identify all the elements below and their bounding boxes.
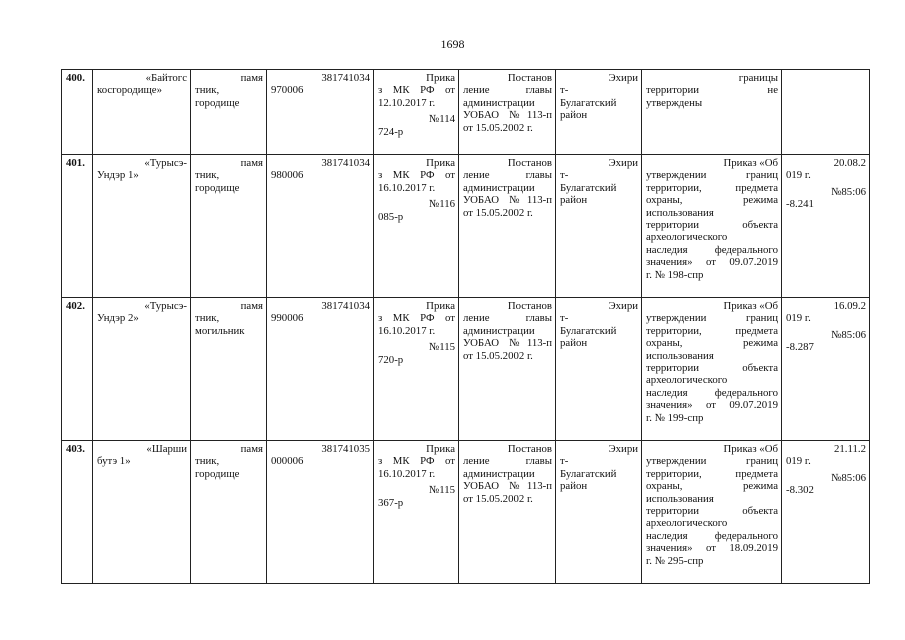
object-type — [191, 298, 267, 441]
cadastral-number-line: 019 г. — [786, 312, 811, 325]
table-row — [62, 70, 870, 155]
registry-number-line: 990006 — [271, 312, 304, 325]
page-number: 1698 — [440, 37, 465, 51]
boundaries-line: г. № 295-спр — [646, 554, 704, 567]
inclusion-order-line: №114 — [428, 113, 455, 126]
inclusion-order-line: 16.10.2017 г. — [378, 467, 436, 480]
cadastral-number-line: 019 г. — [786, 455, 811, 468]
table-row — [62, 155, 870, 298]
object-name-line: «Турысэ- — [144, 300, 187, 312]
boundaries — [642, 441, 782, 584]
object-name-line: бутэ 1» — [97, 455, 131, 468]
decree — [459, 441, 556, 584]
boundaries-line: г. № 199-спр — [646, 411, 704, 424]
inclusion-order-line: Прика — [426, 72, 455, 84]
location-line: т- — [560, 169, 569, 182]
row-number: 401. — [62, 155, 93, 298]
boundaries-line: территории объекта — [646, 362, 778, 375]
decree-line: администрации — [463, 467, 535, 480]
object-name — [93, 155, 191, 298]
decree-line: администрации — [463, 181, 535, 194]
decree-line: Постанов — [507, 300, 552, 312]
boundaries-line: Приказ «Об — [723, 300, 778, 312]
location-line: район — [560, 194, 588, 207]
inclusion-order-line: Прика — [426, 443, 455, 455]
inclusion-order-line: 720-р — [378, 353, 404, 366]
cadastral-number-line: -8.287 — [786, 341, 814, 354]
boundaries-line: территории, предмета — [646, 181, 778, 194]
boundaries-line: территории объекта — [646, 505, 778, 518]
cadastral-number — [782, 70, 870, 155]
location-line: Эхири — [608, 157, 638, 169]
decree-line: УОБАО №113-п — [463, 480, 552, 493]
boundaries-line: археологического — [646, 374, 728, 387]
inclusion-order-line: з МК РФ от — [378, 84, 455, 97]
inclusion-order — [374, 155, 459, 298]
object-name — [93, 70, 191, 155]
table-row — [62, 298, 870, 441]
registry-number — [267, 70, 374, 155]
location-line: Эхири — [608, 72, 638, 84]
object-type-line: могильник — [195, 324, 245, 337]
inclusion-order-line: 16.10.2017 г. — [378, 181, 436, 194]
decree-line: Постанов — [507, 157, 552, 169]
object-type-line: тник, — [195, 84, 220, 97]
cadastral-number-line: №85:06 — [831, 328, 866, 341]
decree-line: ление главы — [463, 312, 552, 325]
boundaries-line: наследия федерального — [646, 243, 778, 256]
object-type-line: городище — [195, 181, 240, 194]
object-name-line: «Байтогс — [145, 72, 187, 84]
object-type-line: памя — [240, 443, 263, 455]
row-number: 400. — [62, 70, 93, 155]
decree-line: УОБАО №113-п — [463, 337, 552, 350]
inclusion-order — [374, 441, 459, 584]
cadastral-number — [782, 298, 870, 441]
boundaries — [642, 298, 782, 441]
cadastral-number-line: 16.09.2 — [833, 300, 866, 312]
inclusion-order-line: з МК РФ от — [378, 169, 455, 182]
table-row — [62, 441, 870, 584]
location — [556, 70, 642, 155]
location — [556, 441, 642, 584]
object-type-line: городище — [195, 467, 240, 480]
boundaries-line: утверждении границ — [646, 312, 778, 325]
object-type-line: памя — [240, 157, 263, 169]
location-line: Булагатский — [560, 96, 617, 109]
boundaries-line: территории, предмета — [646, 467, 778, 480]
boundaries — [642, 155, 782, 298]
cadastral-number-line: 21.11.2 — [834, 443, 866, 455]
boundaries-line: утверждены — [646, 96, 703, 109]
inclusion-order-line: 12.10.2017 г. — [378, 96, 436, 109]
object-type-line: памя — [240, 300, 263, 312]
location — [556, 155, 642, 298]
cadastral-number-line: 019 г. — [786, 169, 811, 182]
boundaries-line: использования — [646, 492, 714, 505]
boundaries-line: утверждении границ — [646, 455, 778, 468]
boundaries-line: наследия федерального — [646, 529, 778, 542]
decree-line: Постанов — [507, 443, 552, 455]
object-type — [191, 155, 267, 298]
decree-line: администрации — [463, 324, 535, 337]
decree — [459, 298, 556, 441]
boundaries-line: значения» от 18.09.2019 — [646, 542, 778, 555]
location-line: Булагатский — [560, 181, 617, 194]
registry-number — [267, 441, 374, 584]
location-line: Булагатский — [560, 467, 617, 480]
object-name-line: «Шарши — [146, 443, 187, 455]
registry-number-line: 381741034 — [321, 300, 370, 312]
decree-line: ление главы — [463, 169, 552, 182]
decree-line: Постанов — [507, 72, 552, 84]
decree-line: УОБАО №113-п — [463, 194, 552, 207]
object-type-line: тник, — [195, 455, 220, 468]
inclusion-order-line: з МК РФ от — [378, 312, 455, 325]
object-name-line: Ундэр 1» — [97, 169, 139, 182]
boundaries-line: использования — [646, 206, 714, 219]
boundaries-line: границы — [738, 72, 778, 84]
object-type-line: тник, — [195, 312, 220, 325]
registry-number — [267, 155, 374, 298]
cadastral-number-line: -8.241 — [786, 198, 814, 211]
inclusion-order-line: №116 — [428, 198, 455, 211]
cadastral-number — [782, 155, 870, 298]
inclusion-order-line: 724-р — [378, 125, 404, 138]
cadastral-number-line: №85:06 — [831, 471, 866, 484]
boundaries-line: охраны, режима — [646, 480, 778, 493]
inclusion-order-line: 367-р — [378, 496, 404, 509]
location-line: Эхири — [608, 443, 638, 455]
boundaries-line: территории, предмета — [646, 324, 778, 337]
location-line: т- — [560, 312, 569, 325]
boundaries-line: Приказ «Об — [723, 157, 778, 169]
boundaries-line: утверждении границ — [646, 169, 778, 182]
object-name — [93, 298, 191, 441]
object-name — [93, 441, 191, 584]
location-line: т- — [560, 84, 569, 97]
location-line: Булагатский — [560, 324, 617, 337]
registry-number-line: 381741034 — [321, 157, 370, 169]
location-line: Эхири — [608, 300, 638, 312]
object-name-line: косгородище» — [97, 84, 162, 97]
inclusion-order-line: №115 — [428, 484, 455, 497]
boundaries-line: г. № 198-спр — [646, 268, 704, 281]
boundaries — [642, 70, 782, 155]
cadastral-number-line: -8.302 — [786, 484, 814, 497]
registry-number-line: 000006 — [271, 455, 304, 468]
inclusion-order-line: Прика — [426, 300, 455, 312]
boundaries-line: территории не — [646, 84, 778, 97]
location-line: т- — [560, 455, 569, 468]
boundaries-line: охраны, режима — [646, 337, 778, 350]
inclusion-order-line: з МК РФ от — [378, 455, 455, 468]
boundaries-line: Приказ «Об — [723, 443, 778, 455]
row-number: 402. — [62, 298, 93, 441]
inclusion-order-line: Прика — [426, 157, 455, 169]
object-type-line: городище — [195, 96, 240, 109]
boundaries-line: наследия федерального — [646, 386, 778, 399]
decree-line: от 15.05.2002 г. — [463, 121, 533, 134]
boundaries-line: охраны, режима — [646, 194, 778, 207]
inclusion-order-line: №115 — [428, 341, 455, 354]
decree-line: от 15.05.2002 г. — [463, 349, 533, 362]
object-name-line: «Турысэ- — [144, 157, 187, 169]
decree-line: ление главы — [463, 84, 552, 97]
object-type-line: памя — [240, 72, 263, 84]
decree — [459, 70, 556, 155]
object-type-line: тник, — [195, 169, 220, 182]
cadastral-number-line: №85:06 — [831, 185, 866, 198]
inclusion-order-line: 16.10.2017 г. — [378, 324, 436, 337]
boundaries-line: археологического — [646, 517, 728, 530]
inclusion-order — [374, 70, 459, 155]
heritage-register-table — [61, 69, 870, 584]
decree-line: ление главы — [463, 455, 552, 468]
registry-number-line: 381741034 — [321, 72, 370, 84]
inclusion-order-line: 085-р — [378, 210, 404, 223]
cadastral-number-line: 20.08.2 — [833, 157, 866, 169]
location-line: район — [560, 109, 588, 122]
registry-number-line: 381741035 — [321, 443, 370, 455]
decree — [459, 155, 556, 298]
boundaries-line: территории объекта — [646, 219, 778, 232]
object-type — [191, 441, 267, 584]
object-name-line: Ундэр 2» — [97, 312, 139, 325]
registry-number-line: 970006 — [271, 84, 304, 97]
row-number: 403. — [62, 441, 93, 584]
boundaries-line: использования — [646, 349, 714, 362]
location-line: район — [560, 337, 588, 350]
inclusion-order — [374, 298, 459, 441]
decree-line: администрации — [463, 96, 535, 109]
boundaries-line: значения» от 09.07.2019 — [646, 256, 778, 269]
object-type — [191, 70, 267, 155]
decree-line: от 15.05.2002 г. — [463, 206, 533, 219]
decree-line: от 15.05.2002 г. — [463, 492, 533, 505]
registry-number — [267, 298, 374, 441]
location-line: район — [560, 480, 588, 493]
cadastral-number — [782, 441, 870, 584]
decree-line: УОБАО №113-п — [463, 109, 552, 122]
boundaries-line: значения» от 09.07.2019 — [646, 399, 778, 412]
location — [556, 298, 642, 441]
boundaries-line: археологического — [646, 231, 728, 244]
registry-number-line: 980006 — [271, 169, 304, 182]
